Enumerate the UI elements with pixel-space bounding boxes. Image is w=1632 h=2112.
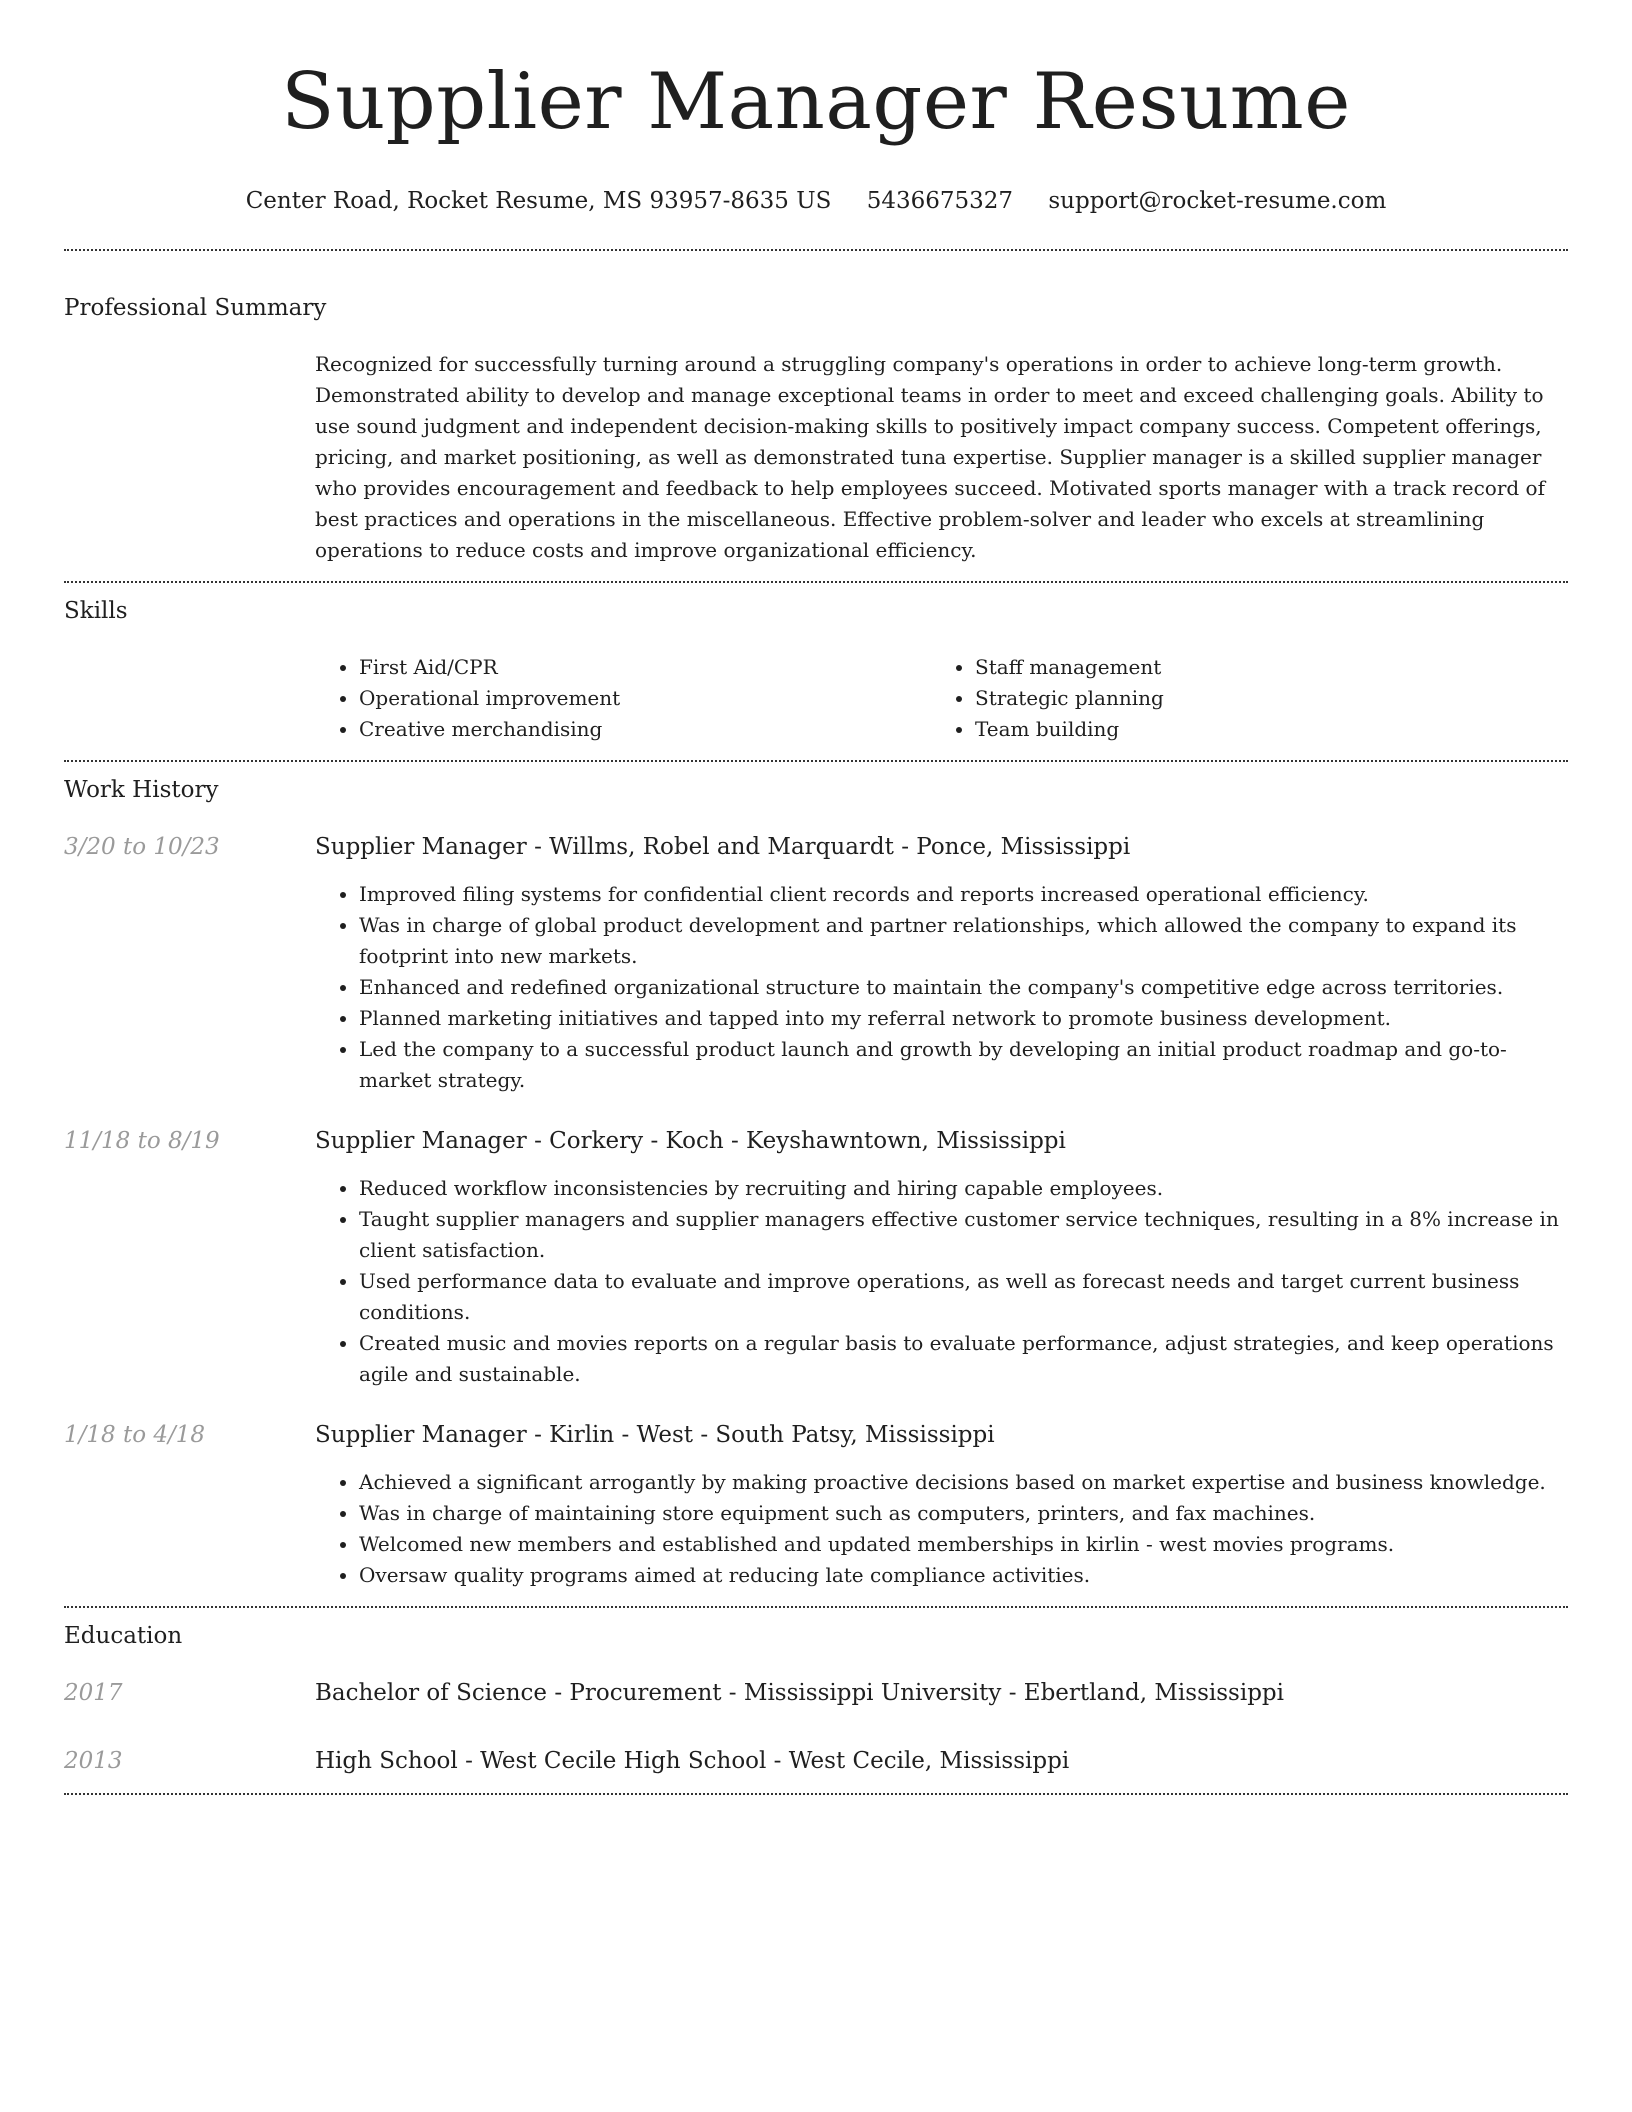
job-bullet: • Reduced workflow inconsistencies by recruiting and hiring capable employees. [359,1173,1568,1204]
job-bullet: • Enhanced and redefined organizational structure to maintain the company's competitive edge across territories. [359,972,1568,1003]
job-bullet: • Was in charge of maintaining store equipment such as computers, printers, and fax machines. [359,1498,1568,1529]
skills-right-list [931,652,1547,745]
work-section [64,762,1568,1591]
job-entry [64,1419,1568,1591]
contact-line [64,186,1568,216]
skill-item: • Staff management [975,652,1547,683]
contact-email: support@rocket-resume.com [1048,188,1387,214]
skill-item: • First Aid/CPR [359,652,931,683]
job-bullet: • Welcomed new members and established and updated memberships in kirlin - west movies programs. [359,1529,1568,1560]
job-bullets [315,879,1568,1096]
summary-section [64,251,1568,566]
job-bullets [315,1173,1568,1390]
job-bullets [315,1467,1568,1591]
education-date: 2013 [64,1748,123,1774]
skill-item: • Strategic planning [975,683,1547,714]
skill-item: • Creative merchandising [359,714,931,745]
education-heading: Education [64,1623,183,1649]
skills-section [64,583,1568,745]
job-bullet: • Used performance data to evaluate and improve operations, as well as forecast needs and target current business conditions. [359,1266,1568,1328]
education-entry [64,1677,1568,1709]
job-bullet: • Taught supplier managers and supplier managers effective customer service techniques, resulting in a 8% increase in client satisfaction. [359,1204,1568,1266]
job-title: Supplier Manager - Willms, Robel and Marquardt - Ponce, Mississippi [315,834,1131,860]
summary-content [315,349,1568,566]
job-bullet: • Led the company to a successful product launch and growth by developing an initial product roadmap and go-to-market strategy. [359,1034,1568,1096]
job-date: 1/18 to 4/18 [64,1422,206,1448]
education-section [64,1608,1568,1777]
job-title: Supplier Manager - Corkery - Koch - Keyshawntown, Mississippi [315,1128,1066,1154]
summary-text: Recognized for successfully turning around a struggling company's operations in order to achieve long-term growth. Demonstrated ability to develop and manage exceptional teams in order to meet and exceed challenging goals. Ability to use sound judgment and independent decision-making skills to positively impact company success. Competent offerings, pricing, and market positioning, as well as demonstrated tuna expertise. Supplier manager is a skilled supplier manager who provides encouragement and feedback to help employees succeed. Motivated sports manager with a track record of best practices and operations in the miscellaneous. Effective problem-solver and leader who excels at streamlining operations to reduce costs and improve organizational efficiency. [315,352,1545,562]
education-divider [64,1793,1568,1795]
job-bullet: • Improved filing systems for confidential client records and reports increased operational efficiency. [359,879,1568,910]
job-bullet: • Was in charge of global product development and partner relationships, which allowed the company to expand its footprint into new markets. [359,910,1568,972]
job-title: Supplier Manager - Kirlin - West - South Patsy, Mississippi [315,1422,995,1448]
education-title: Bachelor of Science - Procurement - Mississippi University - Ebertland, Mississippi [315,1680,1284,1706]
job-entry [64,831,1568,1096]
job-date: 3/20 to 10/23 [64,834,220,860]
skills-heading: Skills [64,598,128,624]
summary-heading: Professional Summary [64,295,327,321]
resume-title: Supplier Manager Resume [281,57,1351,147]
education-date: 2017 [64,1680,123,1706]
job-bullet: • Created music and movies reports on a regular basis to evaluate performance, adjust strategies, and keep operations agile and sustainable. [359,1328,1568,1390]
job-bullet: • Achieved a significant arrogantly by making proactive decisions based on market expertise and business knowledge. [359,1467,1568,1498]
education-entry [64,1745,1568,1777]
skills-left-list [315,652,931,745]
job-bullet: • Oversaw quality programs aimed at reducing late compliance activities. [359,1560,1568,1591]
job-date: 11/18 to 8/19 [64,1128,220,1154]
job-entry [64,1125,1568,1390]
contact-address: Center Road, Rocket Resume, MS 93957-8635 US [245,188,832,214]
skill-item: • Team building [975,714,1547,745]
skills-grid [315,652,1568,745]
work-heading: Work History [64,777,219,803]
job-bullet: • Planned marketing initiatives and tapped into my referral network to promote business development. [359,1003,1568,1034]
skill-item: • Operational improvement [359,683,931,714]
contact-phone: 5436675327 [866,188,1014,214]
education-title: High School - West Cecile High School - West Cecile, Mississippi [315,1748,1070,1774]
